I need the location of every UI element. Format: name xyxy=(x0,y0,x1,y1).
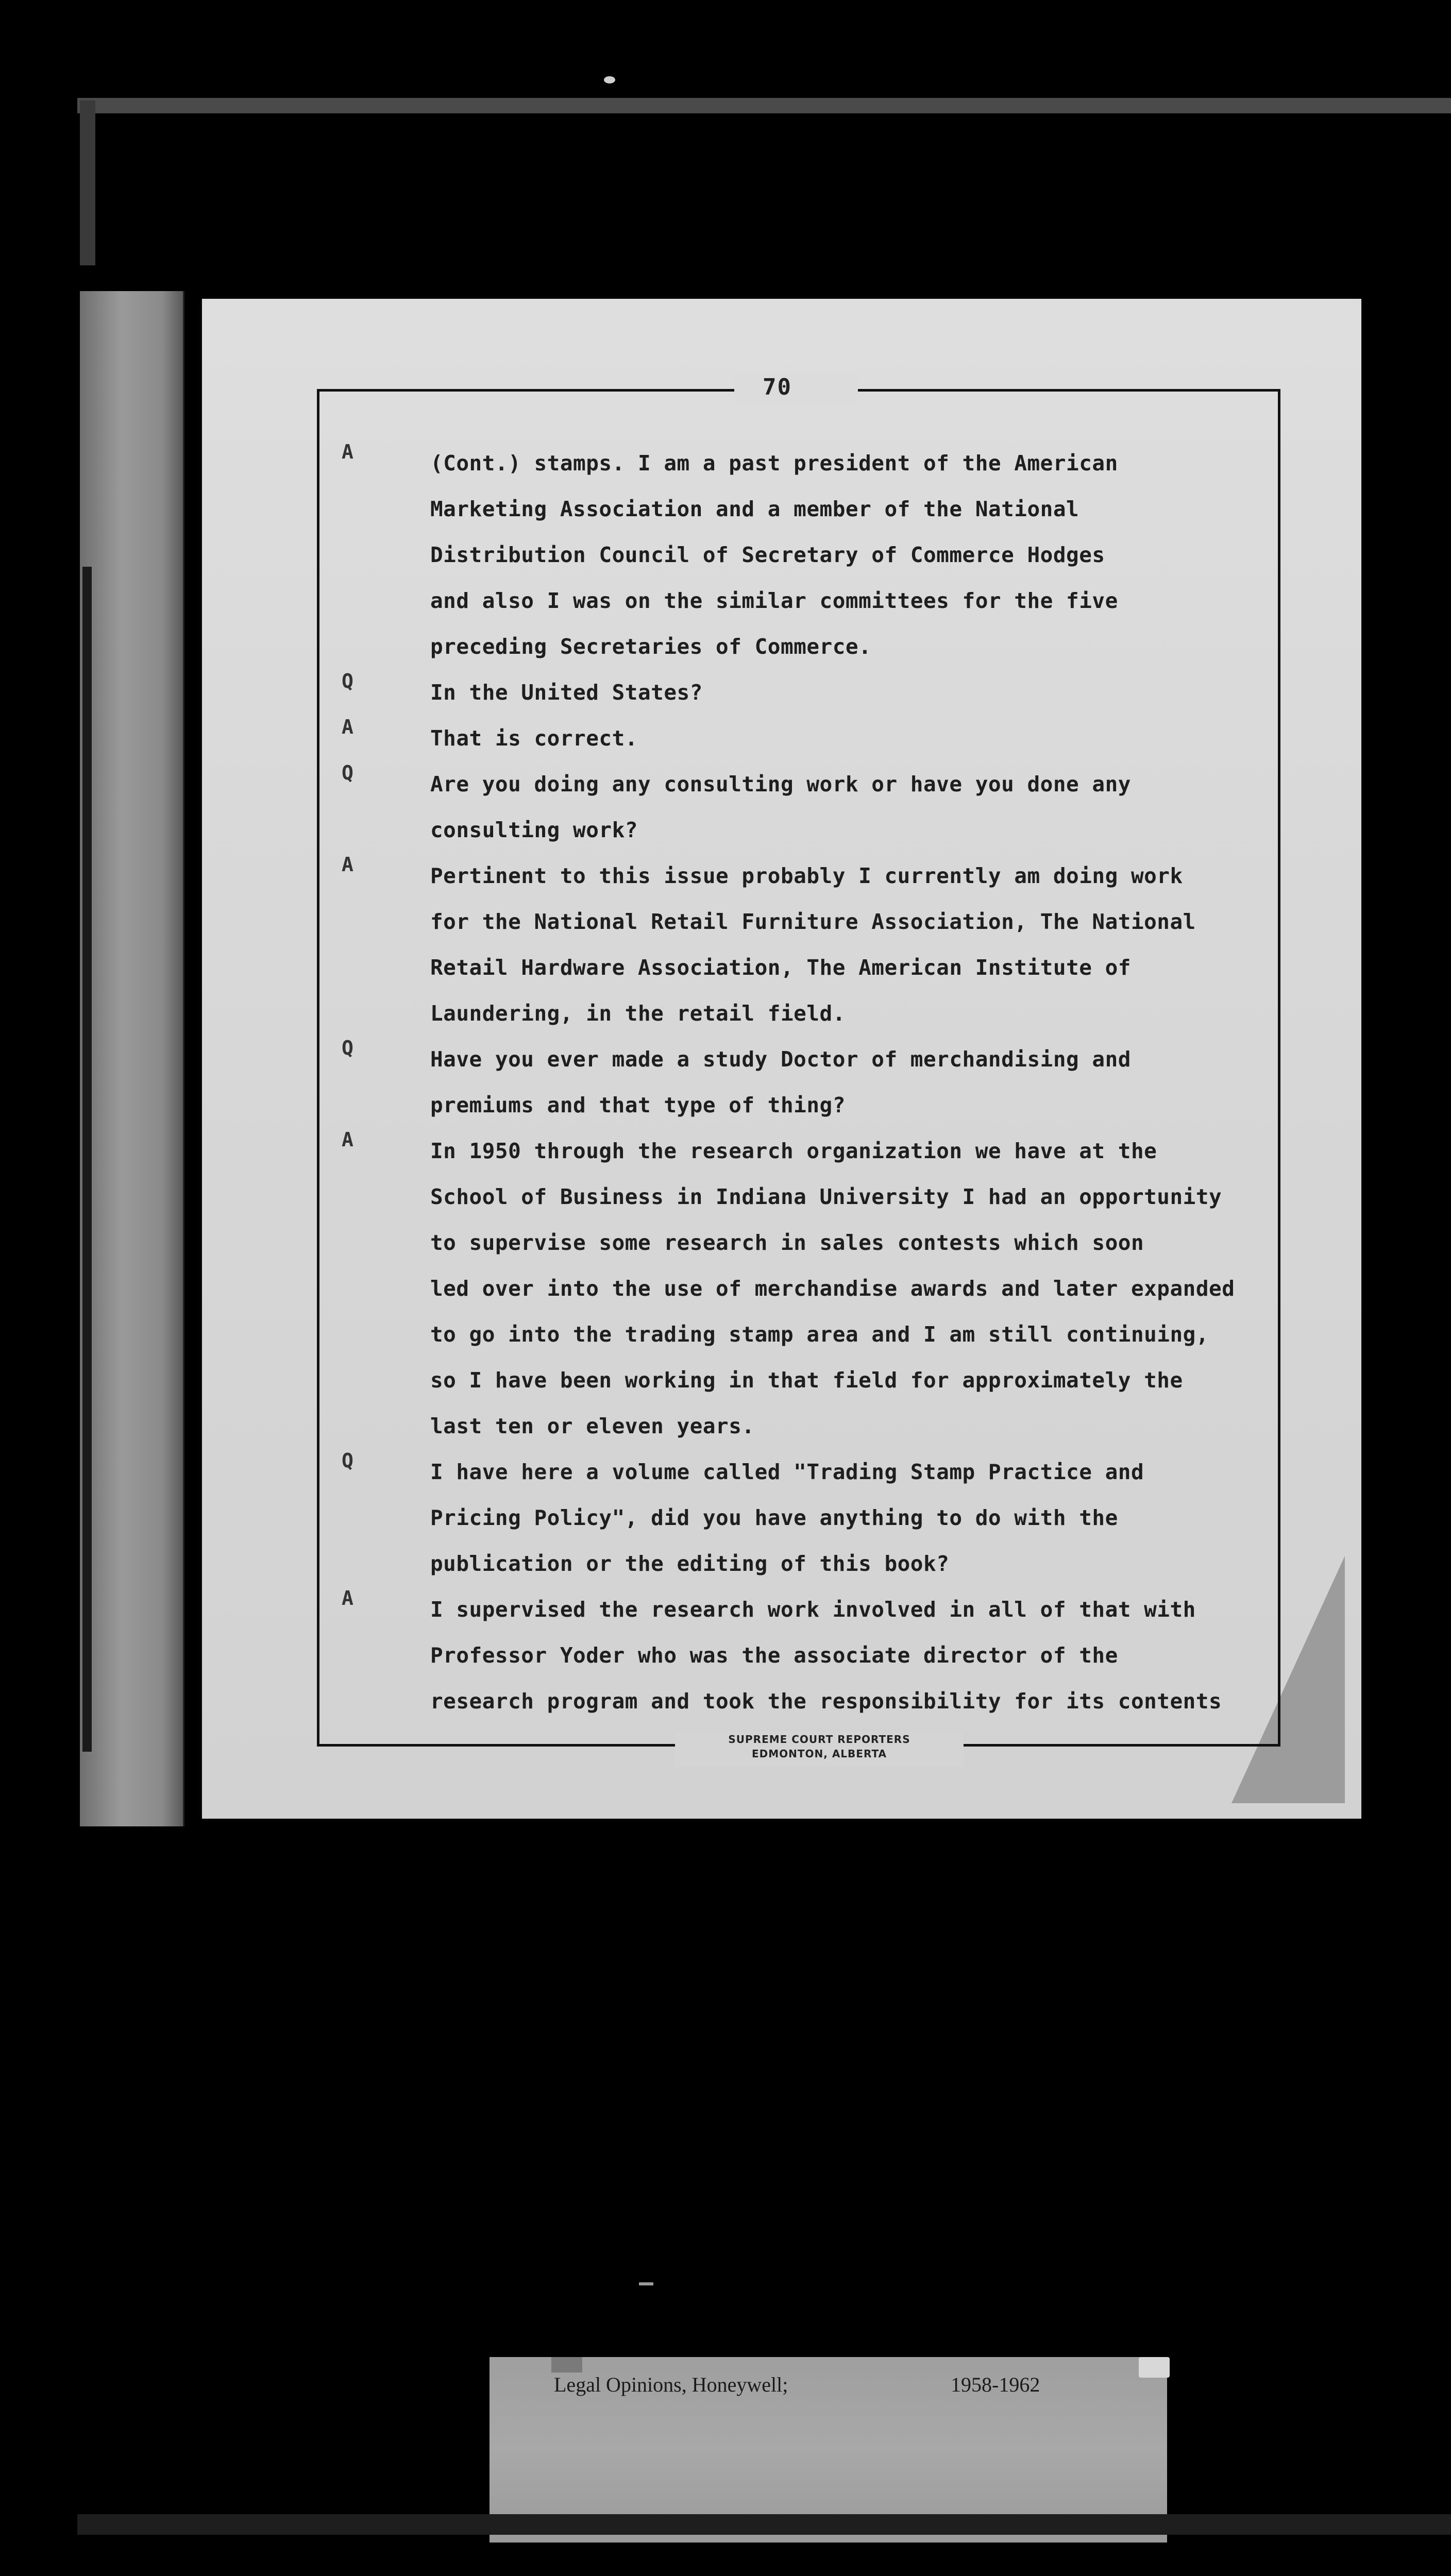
previous-page-shadow xyxy=(82,567,92,1752)
transcript-line: That is correct. xyxy=(430,726,638,751)
transcript-line: to go into the trading stamp area and I am still continuing, xyxy=(430,1322,1209,1347)
speaker-marker: Q xyxy=(342,761,353,784)
transcript-line: Have you ever made a study Doctor of merchandising and xyxy=(430,1047,1131,1072)
entry-text xyxy=(430,853,1280,1037)
speaker-marker: Q xyxy=(342,1037,353,1059)
reporter-name: SUPREME COURT REPORTERS xyxy=(728,1733,910,1745)
transcript-entry xyxy=(338,1449,1280,1587)
entry-text xyxy=(430,1449,1280,1587)
transcript-line: I supervised the research work involved in all of that with xyxy=(430,1597,1196,1622)
film-frame-top xyxy=(77,98,1451,113)
transcript-line: preceding Secretaries of Commerce. xyxy=(430,634,872,659)
film-speck xyxy=(639,2282,653,2285)
film-speck xyxy=(604,76,615,83)
label-tab xyxy=(551,2357,582,2372)
transcript-line: In the United States? xyxy=(430,680,703,705)
speaker-marker: A xyxy=(342,716,353,738)
transcript-entry xyxy=(338,761,1280,853)
entry-text xyxy=(430,440,1280,670)
transcript-line: In 1950 through the research organization we have at the xyxy=(430,1139,1157,1163)
transcript-line: I have here a volume called "Trading Stamp Practice and xyxy=(430,1460,1144,1484)
entry-text xyxy=(430,761,1280,853)
transcript-line: Marketing Association and a member of the National xyxy=(430,497,1079,521)
transcript-body xyxy=(338,440,1280,1724)
transcript-entry xyxy=(338,440,1280,670)
transcript-line: School of Business in Indiana University I had an opportunity xyxy=(430,1184,1222,1209)
speaker-marker: A xyxy=(342,1128,353,1151)
transcript-line: and also I was on the similar committees for the five xyxy=(430,588,1118,613)
transcript-line: publication or the editing of this book? xyxy=(430,1551,950,1576)
entry-text xyxy=(430,1587,1280,1724)
label-tab xyxy=(1139,2357,1170,2378)
archive-label-title: Legal Opinions, Honeywell; xyxy=(554,2373,788,2396)
entry-text xyxy=(430,1128,1280,1449)
entry-text xyxy=(430,1037,1280,1128)
transcript-entry xyxy=(338,1037,1280,1128)
speaker-marker: A xyxy=(342,440,353,463)
entry-text xyxy=(430,670,1280,716)
transcript-line: Professor Yoder who was the associate director of the xyxy=(430,1643,1118,1668)
transcript-line: consulting work? xyxy=(430,818,638,842)
transcript-line: premiums and that type of thing? xyxy=(430,1093,846,1117)
transcript-line: Retail Hardware Association, The American Institute of xyxy=(430,955,1131,980)
transcript-line: Pricing Policy", did you have anything to do with the xyxy=(430,1505,1118,1530)
film-frame-left xyxy=(80,100,95,265)
reporter-location: EDMONTON, ALBERTA xyxy=(751,1748,887,1760)
archive-label-dates: 1958-1962 xyxy=(951,2373,1040,2396)
page-number: 70 xyxy=(763,374,792,400)
transcript-line: so I have been working in that field for approximately the xyxy=(430,1368,1183,1393)
transcript-line: last ten or eleven years. xyxy=(430,1414,755,1438)
film-frame-bottom xyxy=(77,2514,1451,2535)
transcript-line: Are you doing any consulting work or have you done any xyxy=(430,772,1131,796)
transcript-line: research program and took the responsibility for its contents xyxy=(430,1689,1222,1714)
transcript-entry xyxy=(338,853,1280,1037)
transcript-line: for the National Retail Furniture Association, The National xyxy=(430,909,1196,934)
transcript-line: Laundering, in the retail field. xyxy=(430,1001,846,1026)
page-number-gap xyxy=(734,374,858,404)
entry-text xyxy=(430,716,1280,761)
transcript-line: Distribution Council of Secretary of Commerce Hodges xyxy=(430,543,1105,567)
transcript-line: to supervise some research in sales contests which soon xyxy=(430,1230,1144,1255)
previous-page-edge xyxy=(80,291,184,1826)
speaker-marker: A xyxy=(342,1587,353,1609)
transcript-line: Pertinent to this issue probably I currently am doing work xyxy=(430,863,1183,888)
speaker-marker: Q xyxy=(342,1449,353,1472)
speaker-marker: Q xyxy=(342,670,353,692)
transcript-line: led over into the use of merchandise awards and later expanded xyxy=(430,1276,1235,1301)
transcript-entry xyxy=(338,670,1280,716)
transcript-entry xyxy=(338,1587,1280,1724)
transcript-entry xyxy=(338,1128,1280,1449)
speaker-marker: A xyxy=(342,853,353,876)
transcript-line: (Cont.) stamps. I am a past president of the American xyxy=(430,451,1118,476)
transcript-entry xyxy=(338,716,1280,761)
